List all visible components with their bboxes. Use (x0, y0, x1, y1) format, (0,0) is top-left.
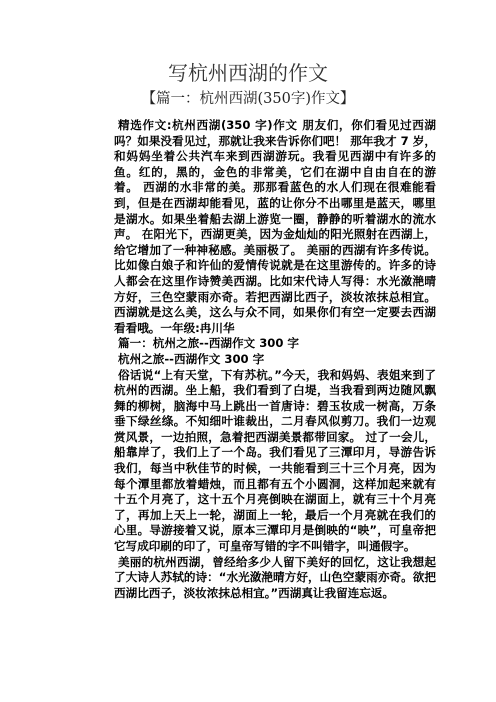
paragraph-essay-two: 俗话说“上有天堂，下有苏杭。”今天，我和妈妈、表姐来到了杭州的西湖。坐上船，我们看到了白堤，当我看到两边随风飘舞的柳树，脑海中马上跳出一首唐诗：碧玉妆成一树高，万条垂下绿丝绦。不知细叶谁裁出，二月春风似剪刀。我们一边观赏风景，一边拍照，急着把西湖美景都带回家。 过了一会儿，船靠岸了，我们上了一个岛。我们看见了三潭印月，导游告诉我们，每当中秋佳节的时候，一共能看到三十三个月亮，因为每个潭里都放着蜡烛，而且都有五个小圆洞，这样加起来就有十五个月亮了，这十五个月亮倒映在湖面上，就有三十个月亮了，再加上天上一轮，湖面上一轮，最后一个月亮就在我们的心里。导游接着又说，原本三潭印月是倒映的“映”，可皇帝把它写成印刷的印了，可皇帝写错的字不叫错字，叫通假字。 (114, 367, 436, 554)
document-title: 写杭州西湖的作文 (168, 61, 328, 85)
paragraph-essay-title: 杭州之旅--西湖作文 300 字 (118, 351, 265, 366)
document-body (114, 118, 436, 601)
paragraph-conclusion: 美丽的杭州西湖，曾经给多少人留下美好的回忆，这让我想起了大诗人苏轼的诗：“水光潋滟晴方好，山色空蒙雨亦奇。欲把西湖比西子，淡妆浓抹总相宜。”西湖真让我留连忘返。 (114, 554, 436, 600)
document-subtitle: 【篇一：杭州西湖(350字)作文】 (141, 91, 355, 107)
paragraph-essay-one: 精选作文:杭州西湖(350 字)作文 朋友们，你们看见过西湖吗？如果没看见过，那就让我来告诉你们吧！ 那年我才 7 岁，和妈妈坐着公共汽车来到西湖游玩。我看见西湖中有许多的鱼。红的，黑的，金色的非常美，它们在湖中自由自在的游着。 西湖的水非常的美。那那看蓝色的水人们现在很难能看到，但是在西湖却能看见，蓝的让你分不出哪里是蓝天，哪里是湖水。如果坐着船去湖上游览一圈，静静的听着湖水的流水声。 在阳光下，西湖更美，因为金灿灿的阳光照射在西湖上，给它增加了一种神秘感。美丽极了。 美丽的西湖有许多传说。比如像白娘子和许仙的爱情传说就是在这里游传的。许多的诗人都会在这里作诗赞美西湖。比如宋代诗人写得：水光潋滟晴方好，三色空蒙雨亦奇。若把西湖比西子，淡妆浓抹总相宜。西湖就是这么美，这么与众不同，如果你们有空一定要去西湖看看哦。一年级:冉川华 (114, 118, 436, 335)
paragraph-section-heading: 篇一：杭州之旅--西湖作文 300 字 (118, 336, 300, 351)
